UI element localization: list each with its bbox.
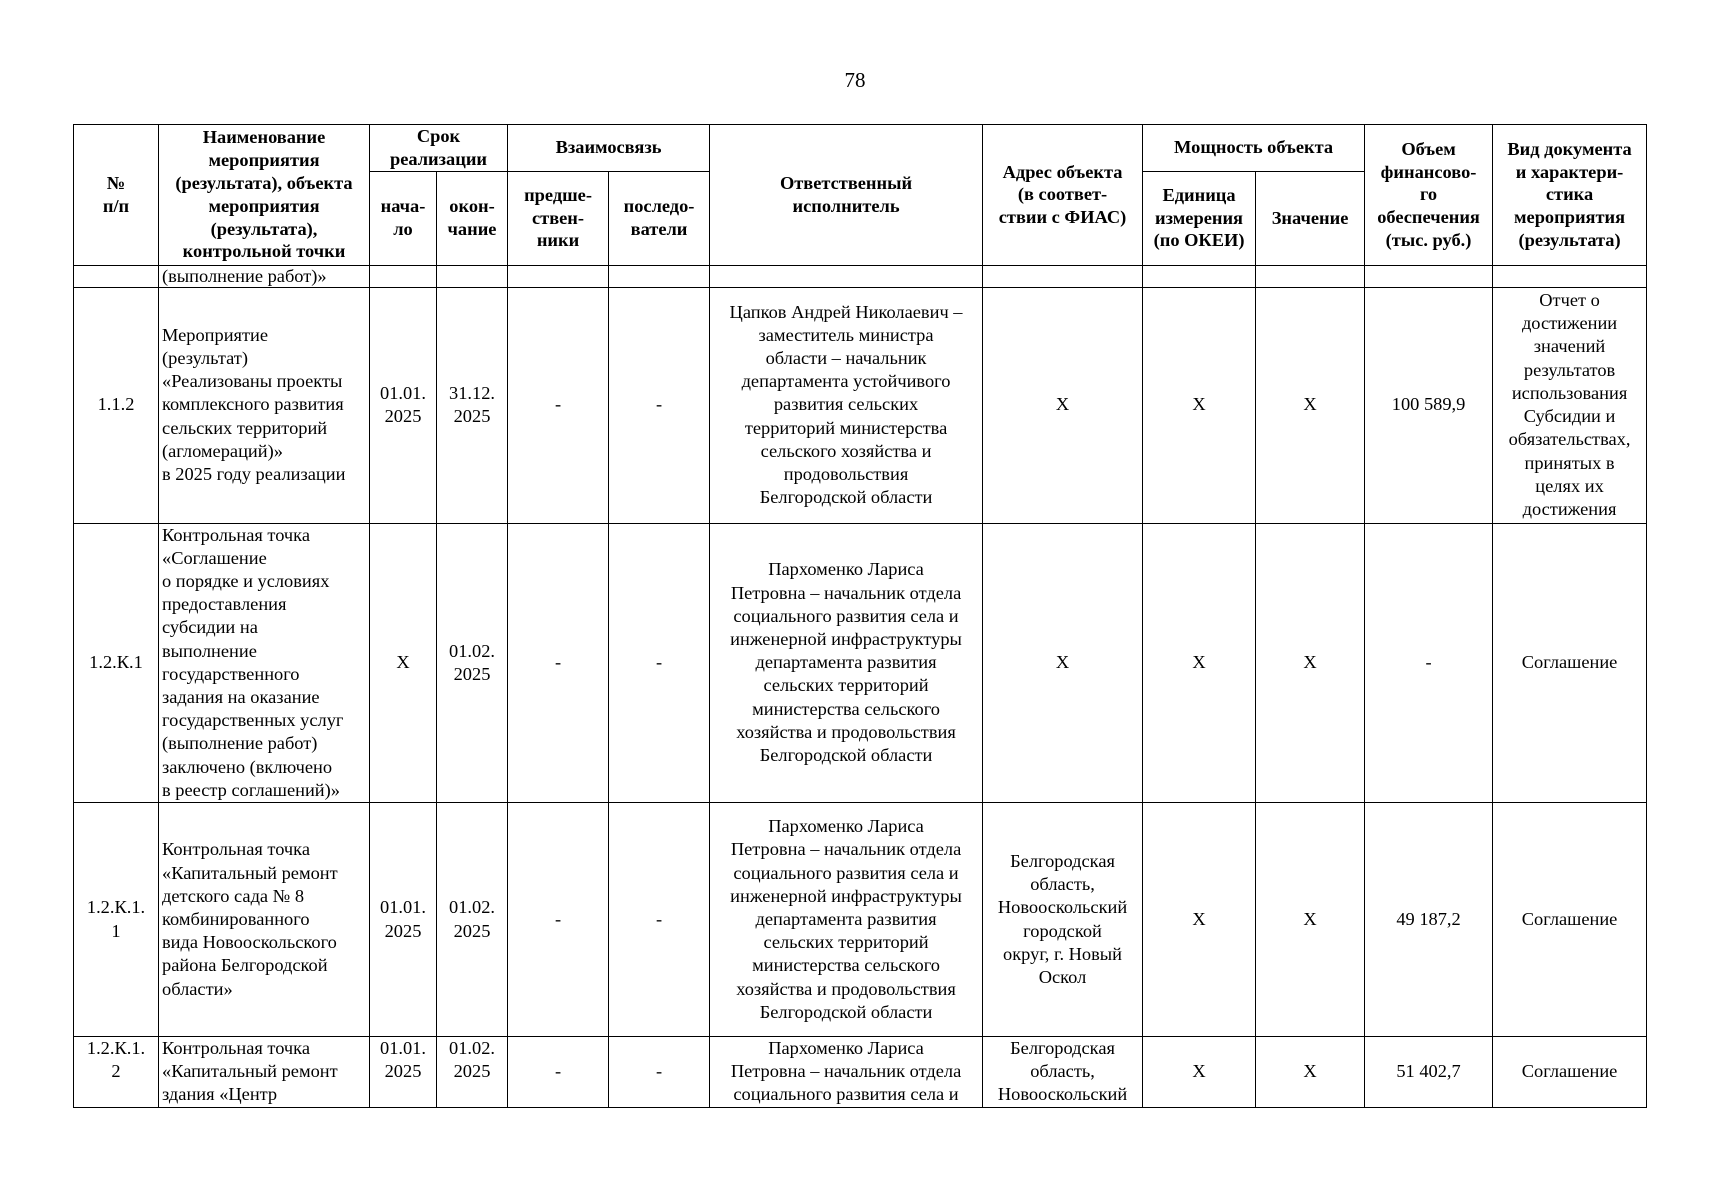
row-end: 01.02. 2025 [437, 523, 508, 802]
page-number: 78 [844, 68, 866, 92]
table-row [74, 287, 1647, 523]
table-row [74, 803, 1647, 1037]
row-start: 01.01. 2025 [370, 803, 437, 1037]
cont-empty [710, 265, 983, 287]
header-row-1 [74, 125, 1647, 172]
cont-empty [609, 265, 710, 287]
row-value: X [1256, 523, 1365, 802]
cont-empty [1143, 265, 1256, 287]
row-num: 1.2.К.1 [74, 523, 159, 802]
cont-empty [1493, 265, 1647, 287]
events-table [73, 124, 1647, 1108]
header-term: Срок реализации [370, 125, 508, 172]
row-name: Контрольная точка «Соглашение о порядке и условиях предоставления субсидии на выполнение государственного задания на оказание государственных услуг (выполнение работ) заключено (включено в реестр соглашений)» [159, 523, 370, 802]
row-name: Мероприятие (результат) «Реализованы проекты комплексного развития сельских территорий (агломераций)» в 2025 году реализации [159, 287, 370, 523]
row-unit: X [1143, 523, 1256, 802]
row-name: Контрольная точка «Капитальный ремонт здания «Центр [159, 1037, 370, 1108]
row-address: Белгородская область, Новооскольский [983, 1037, 1143, 1108]
cont-empty [983, 265, 1143, 287]
row-doc-type: Соглашение [1493, 523, 1647, 802]
header-doc-type: Вид документа и характери- стика мероприятия (результата) [1493, 125, 1647, 266]
header-succ: последо- ватели [609, 171, 710, 265]
cont-empty [508, 265, 609, 287]
header-value: Значение [1256, 171, 1365, 265]
cont-empty [1365, 265, 1493, 287]
row-address: X [983, 287, 1143, 523]
table-row [74, 523, 1647, 802]
header-executor: Ответственный исполнитель [710, 125, 983, 266]
row-pred: - [508, 803, 609, 1037]
row-address: X [983, 523, 1143, 802]
cont-empty [370, 265, 437, 287]
header-unit: Единица измерения (по ОКЕИ) [1143, 171, 1256, 265]
row-succ: - [609, 523, 710, 802]
row-executor: Пархоменко Лариса Петровна – начальник отдела социального развития села и инженерной инфраструктуры департамента развития сельских территорий министерства сельского хозяйства и продовольствия Белгородской области [710, 523, 983, 802]
header-end: окон- чание [437, 171, 508, 265]
row-value: X [1256, 803, 1365, 1037]
row-end: 01.02. 2025 [437, 1037, 508, 1108]
row-num: 1.2.К.1. 1 [74, 803, 159, 1037]
row-unit: X [1143, 803, 1256, 1037]
cont-empty [1256, 265, 1365, 287]
table-row [74, 1037, 1647, 1108]
row-pred: - [508, 287, 609, 523]
cont-num [74, 265, 159, 287]
header-pred: предше- ствен- ники [508, 171, 609, 265]
row-start: 01.01. 2025 [370, 287, 437, 523]
row-executor: Пархоменко Лариса Петровна – начальник отдела социального развития села и инженерной инфраструктуры департамента развития сельских территорий министерства сельского хозяйства и продовольствия Белгородской области [710, 803, 983, 1037]
row-value: X [1256, 287, 1365, 523]
continuation-row [74, 265, 1647, 287]
row-pred: - [508, 523, 609, 802]
header-capacity: Мощность объекта [1143, 125, 1365, 172]
cont-name: (выполнение работ)» [159, 265, 370, 287]
row-volume: 49 187,2 [1365, 803, 1493, 1037]
row-name: Контрольная точка «Капитальный ремонт детского сада № 8 комбинированного вида Новооскольского района Белгородской области» [159, 803, 370, 1037]
header-name: Наименование мероприятия (результата), объекта мероприятия (результата), контрольной точки [159, 125, 370, 266]
row-doc-type: Отчет о достижении значений результатов использования Субсидии и обязательствах, принятых в целях их достижения [1493, 287, 1647, 523]
header-address: Адрес объекта (в соответ- ствии с ФИАС) [983, 125, 1143, 266]
row-start: 01.01. 2025 [370, 1037, 437, 1108]
header-num: № п/п [74, 125, 159, 266]
row-volume: 100 589,9 [1365, 287, 1493, 523]
row-succ: - [609, 287, 710, 523]
row-end: 31.12. 2025 [437, 287, 508, 523]
row-value: X [1256, 1037, 1365, 1108]
row-unit: X [1143, 287, 1256, 523]
row-doc-type: Соглашение [1493, 1037, 1647, 1108]
header-volume: Объем финансово- го обеспечения (тыс. руб.) [1365, 125, 1493, 266]
cont-empty [437, 265, 508, 287]
row-pred: - [508, 1037, 609, 1108]
row-start: X [370, 523, 437, 802]
row-num: 1.1.2 [74, 287, 159, 523]
row-end: 01.02. 2025 [437, 803, 508, 1037]
row-succ: - [609, 1037, 710, 1108]
row-address: Белгородская область, Новооскольский городской округ, г. Новый Оскол [983, 803, 1143, 1037]
row-doc-type: Соглашение [1493, 803, 1647, 1037]
row-succ: - [609, 803, 710, 1037]
row-volume: 51 402,7 [1365, 1037, 1493, 1108]
header-relation: Взаимосвязь [508, 125, 710, 172]
header-start: нача- ло [370, 171, 437, 265]
row-num: 1.2.К.1. 2 [74, 1037, 159, 1108]
row-executor: Цапков Андрей Николаевич – заместитель министра области – начальник департамента устойчивого развития сельских территорий министерства сельского хозяйства и продовольствия Белгородской области [710, 287, 983, 523]
row-executor: Пархоменко Лариса Петровна – начальник отдела социального развития села и [710, 1037, 983, 1108]
row-volume: - [1365, 523, 1493, 802]
row-unit: X [1143, 1037, 1256, 1108]
